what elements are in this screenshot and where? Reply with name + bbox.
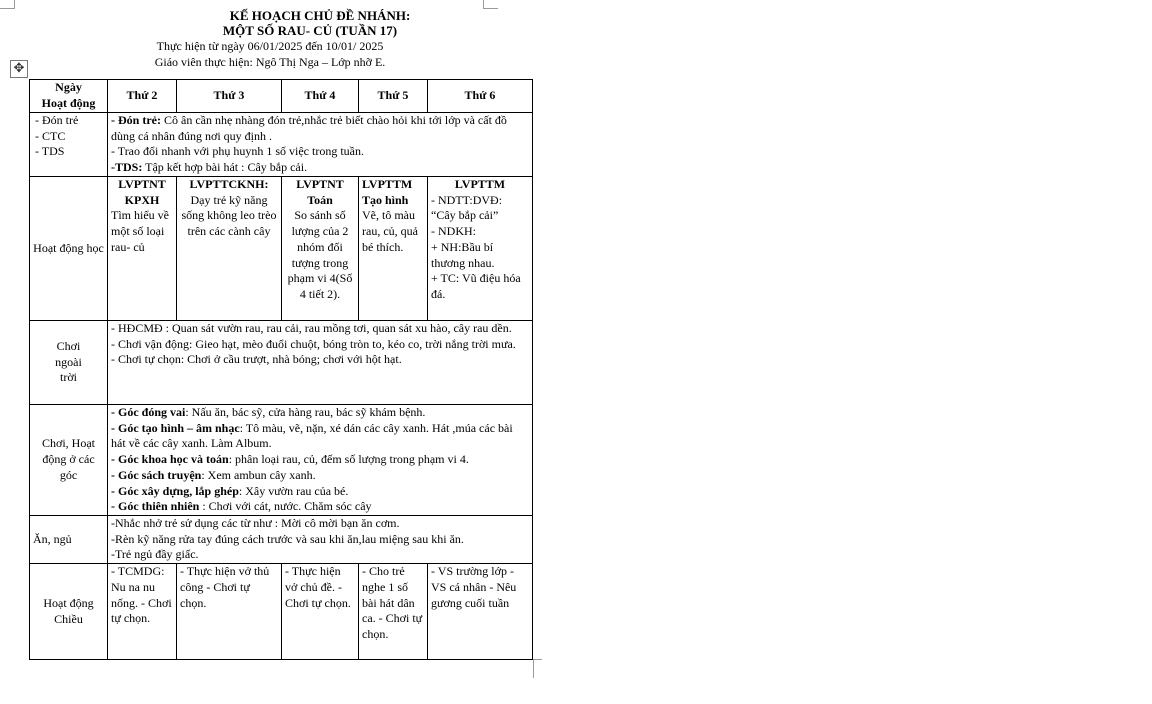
- don-tre-content: [108, 113, 533, 177]
- outdoor-line: - Chơi tự chọn: Chơi ở cầu trượt, nhà bóng; chơi với hột hạt.: [111, 352, 402, 367]
- don-tre-line-2: - Trao đổi nhanh với phụ huynh 1 số việc trong tuần.: [111, 144, 364, 159]
- row-label-an-ngu: Ăn, ngủ: [30, 516, 108, 564]
- document-header: [0, 8, 540, 70]
- corner-item: [111, 452, 529, 468]
- corner-item-title: - Góc đóng vai: [111, 405, 186, 419]
- choi-ngoai-troi-content: [108, 321, 533, 405]
- corner-item-text: : Xem ambun cây xanh.: [201, 467, 316, 482]
- hdh-thu6-line: + TC: Vũ điệu hóa đá.: [431, 271, 521, 301]
- corner-item: [111, 499, 529, 515]
- corner-item: [111, 484, 529, 500]
- document-subtitle: MỘT SỐ RAU- CỦ (TUẦN 17): [222, 23, 398, 38]
- date-range: Thực hiện từ ngày 06/01/2025 đến 10/01/ 2025: [156, 39, 384, 53]
- day-header-thu6: Thứ 6: [428, 80, 533, 113]
- row-label-don-tre: [30, 113, 108, 177]
- corner-item-text: : Chơi với cát, nước. Chăm sóc cây: [199, 499, 372, 514]
- day-header-thu5: Thứ 5: [359, 80, 428, 113]
- row-label-hoat-dong-hoc: Hoạt động học: [30, 177, 108, 321]
- corner-item-text: : phân loại rau, củ, đếm số lượng trong phạm vi 4.: [228, 452, 469, 467]
- label-troi: trời: [59, 370, 77, 385]
- hdh-thu2-body: Tìm hiểu về một số loại rau- củ: [111, 208, 169, 254]
- label-don-tre: - Đón trẻ: [35, 113, 79, 127]
- corner-item: [111, 421, 529, 452]
- row-label-choi-ngoai-troi: [30, 321, 108, 405]
- don-tre-text: Cô ân cần nhẹ nhàng đón trẻ,nhắc trẻ biết chào hỏi khi tới lớp và cất đồ dùng cá nhân đúng nơi quy định .: [111, 113, 507, 143]
- outdoor-line: - Chơi vận động: Gieo hạt, mèo đuổi chuột, bóng tròn to, kéo co, trời nắng trời mưa.: [111, 336, 516, 351]
- plan-table: [29, 79, 533, 660]
- an-ngu-content: [108, 516, 533, 564]
- hdh-thu5-subject: Tạo hình: [362, 192, 409, 207]
- row-hoat-dong-hoc: [30, 177, 533, 321]
- day-header-thu3: Thứ 3: [177, 80, 282, 113]
- chieu-thu2: - TCMDG: Nu na nu nống. - Chơi tự chọn.: [108, 564, 177, 660]
- don-tre-line-3: [111, 160, 529, 176]
- hdh-thu4-domain: LVPTNT: [296, 177, 344, 191]
- corner-label-day: Ngày: [55, 80, 82, 95]
- corner-item-title: - Góc thiên nhiên: [111, 499, 200, 514]
- document-title: KẾ HOẠCH CHỦ ĐỀ NHÁNH:: [229, 8, 411, 23]
- row-an-ngu: [30, 516, 533, 564]
- tds-text: Tập kết hợp bài hát : Cây bắp cải.: [142, 160, 308, 175]
- hdh-thu5-domain: LVPTTM: [362, 177, 413, 191]
- row-choi-goc: [30, 405, 533, 516]
- hdh-thu4-body: So sánh số lượng của 2 nhóm đối tượng trong phạm vi 4(Số 4 tiết 2).: [287, 208, 353, 301]
- corner-item-title: - Góc sách truyện: [111, 467, 202, 482]
- corner-item-text: : Xây vườn rau của bé.: [238, 483, 349, 498]
- row-label-chieu: Hoạt động Chiều: [30, 564, 108, 660]
- hdh-thu2: [108, 177, 177, 321]
- label-choi: Chơi: [56, 338, 81, 353]
- hdh-thu3: [177, 177, 282, 321]
- hdh-thu2-domain: LVPTNT: [118, 177, 166, 191]
- corner-item-title: - Góc xây dựng, lắp ghép: [111, 483, 239, 498]
- corner-item-text: : Nấu ăn, bác sỹ, cửa hàng rau, bác sỹ khám bệnh.: [185, 405, 426, 419]
- row-label-choi-goc: Chơi, Hoạt động ở các góc: [30, 405, 108, 516]
- hdh-thu3-body: Dạy trẻ kỹ năng sống không leo trèo trên các cành cây: [181, 192, 277, 239]
- hdh-thu4-subject: Toán: [307, 192, 333, 207]
- meal-line: -Trẻ ngủ đầy giấc.: [111, 547, 199, 562]
- don-tre-line-1: [111, 113, 529, 144]
- hdh-thu2-subject: KPXH: [124, 192, 160, 207]
- day-header-thu4: Thứ 4: [282, 80, 359, 113]
- teacher-info: Giáo viên thực hiện: Ngô Thị Nga – Lớp nhỡ E.: [154, 55, 386, 69]
- hdh-thu6-line: - NDTT:DVĐ:: [431, 192, 503, 207]
- hdh-thu3-domain: LVPTTCKNH:: [189, 177, 269, 191]
- meal-line: -Rèn kỹ năng rửa tay đúng cách trước và sau khi ăn,lau miệng sau khi ăn.: [111, 531, 464, 546]
- corner-item-text: : Tô màu, vẽ, nặn, xé dán các cây xanh. Hát ,múa các bài hát về các cây xanh. Làm Album.: [111, 420, 513, 451]
- meal-line: -Nhắc nhở trẻ sử dụng các từ như : Mời cô mời bạn ăn cơm.: [111, 516, 400, 530]
- tds-bold: -TDS:: [111, 160, 143, 175]
- page-corner-mark: [533, 659, 542, 678]
- corner-item-title: - Góc khoa học và toán: [111, 452, 229, 467]
- corner-label-activity: Hoạt động: [41, 96, 96, 110]
- hdh-thu6-line: + NH:Bầu bí thương nhau.: [431, 239, 495, 270]
- choi-goc-content: [108, 405, 533, 516]
- don-tre-bold: - Đón trẻ:: [111, 113, 161, 127]
- chieu-thu6: - VS trường lớp - VS cá nhân - Nêu gương cuối tuần: [428, 564, 533, 660]
- hdh-thu4: [282, 177, 359, 321]
- label-ngoai: ngoài: [55, 354, 82, 369]
- table-header-row: [30, 80, 533, 113]
- outdoor-line: - HĐCMĐ : Quan sát vườn rau, rau cải, rau mồng tơi, quan sát xu hào, cây rau dền.: [111, 321, 512, 335]
- day-header-thu2: Thứ 2: [108, 80, 177, 113]
- hdh-thu6-line: “Cây bắp cải”: [431, 208, 499, 223]
- row-chieu: [30, 564, 533, 660]
- hdh-thu5-body: Vẽ, tô màu rau, củ, quả bé thích.: [362, 208, 418, 254]
- table-move-handle-icon[interactable]: ✥: [10, 60, 28, 78]
- chieu-thu5: - Cho trẻ nghe 1 số bài hát dân ca. - Chơi tự chọn.: [359, 564, 428, 660]
- row-choi-ngoai-troi: [30, 321, 533, 405]
- hdh-thu6-domain: LVPTTM: [454, 177, 506, 191]
- hdh-thu5: [359, 177, 428, 321]
- hdh-thu6-line: - NDKH:: [431, 224, 476, 239]
- chieu-thu3: - Thực hiện vở thủ công - Chơi tự chọn.: [177, 564, 282, 660]
- hdh-thu6: [428, 177, 533, 321]
- corner-item: [111, 405, 529, 421]
- label-ctc: - CTC: [35, 128, 66, 143]
- corner-item-title: - Góc tạo hình – âm nhạc: [111, 420, 240, 435]
- corner-item: [111, 468, 529, 484]
- corner-header-cell: [30, 80, 108, 113]
- label-tds: - TDS: [35, 144, 65, 159]
- chieu-thu4: - Thực hiện vở chủ đề. - Chơi tự chọn.: [282, 564, 359, 660]
- row-don-tre: [30, 113, 533, 177]
